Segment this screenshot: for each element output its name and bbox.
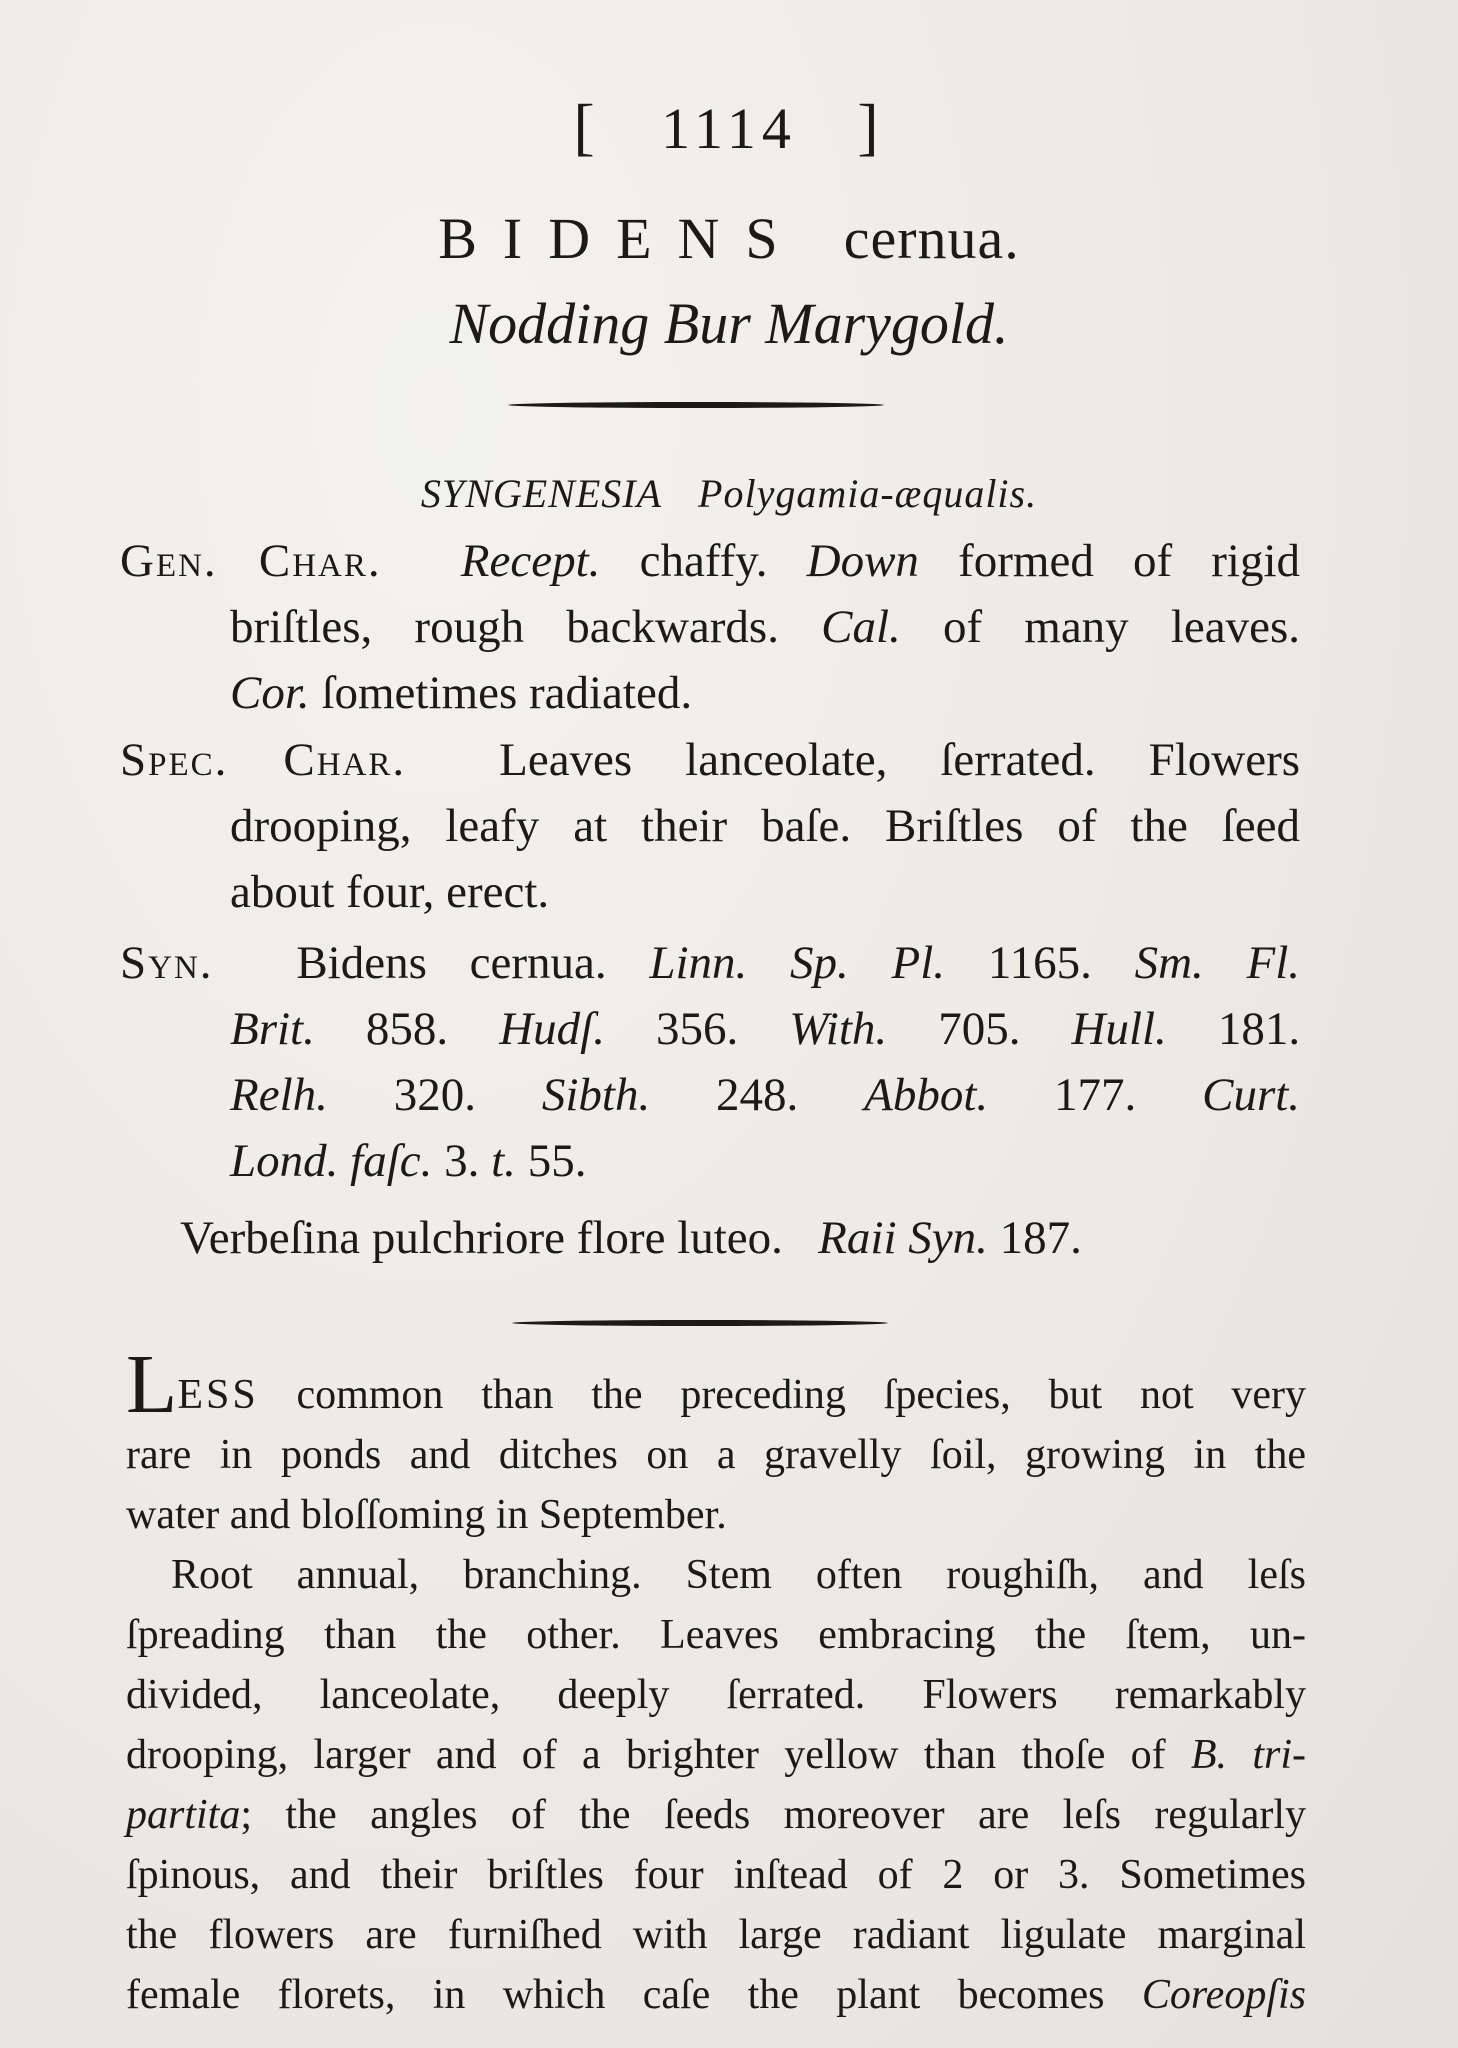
syn-text: 705. — [938, 1003, 1021, 1055]
syn-text: 3. — [444, 1135, 480, 1187]
body-line — [126, 1965, 1306, 2025]
gen-char-line-3 — [120, 660, 1300, 726]
specific-character — [120, 727, 1300, 925]
gen-char-text: Cal. — [821, 601, 901, 653]
species-name: cernua. — [843, 206, 1020, 271]
gen-char-text: chaffy. — [639, 535, 768, 587]
syn-text: With. — [789, 1003, 888, 1055]
bracket-close: ] — [857, 91, 885, 162]
page-number — [0, 90, 1458, 164]
syn-text: 55. — [527, 1135, 587, 1187]
spec-char-line-2: drooping, leafy at their baſe. Briſtles of the ſeed — [230, 800, 1300, 852]
syn-text: Hull. — [1071, 1003, 1167, 1055]
genus-name: BIDENS — [438, 206, 804, 271]
ornamental-rule-bottom — [512, 1320, 888, 1326]
body-text: Coreopſis — [1141, 1972, 1306, 2018]
syn-line-1 — [120, 930, 1300, 996]
spec-char-text: Leaves lanceolate, ſerrated. Flowers — [499, 734, 1301, 786]
spec-char-label: Spec. Char. — [120, 734, 407, 786]
body-line: ſpinous, and their briſtles four inſtead of 2 or 3. Sometimes — [126, 1852, 1306, 1898]
syn-text: 1165. — [987, 937, 1092, 989]
body-line: Root annual, branching. Stem often roughiſh, and leſs — [171, 1552, 1306, 1598]
gen-char-text: formed of rigid — [958, 535, 1301, 587]
body-line: water and bloſſoming in September. — [126, 1492, 727, 1538]
gen-char-line-1 — [120, 528, 1300, 594]
syn-text: Raii Syn. — [818, 1212, 988, 1264]
spec-char-line-1 — [120, 727, 1300, 793]
syn-text: Lond. faſc. — [230, 1135, 433, 1187]
gen-char-text: Recept. — [460, 535, 601, 587]
syn-text: Linn. Sp. Pl. — [649, 937, 946, 989]
syn-text: Bidens cernua. — [296, 937, 607, 989]
classification — [0, 470, 1458, 517]
syn-text: 320. — [393, 1069, 476, 1121]
body-text: ; the angles of the ſeeds moreover are leſs regularly — [240, 1792, 1306, 1838]
gen-char-text: Cor. — [230, 667, 310, 719]
body-line: rare in ponds and ditches on a gravelly ſoil, growing in the — [126, 1432, 1306, 1478]
body-line: divided, lanceolate, deeply ſerrated. Flowers remarkably — [126, 1672, 1306, 1718]
body-line — [126, 1725, 1306, 1785]
drop-cap: L — [126, 1338, 178, 1431]
ornamental-rule-top — [508, 402, 884, 408]
generic-character — [120, 528, 1300, 726]
gen-char-text: Down — [806, 535, 919, 587]
body-line — [126, 1338, 1306, 1431]
syn-text: Sibth. — [541, 1069, 651, 1121]
syn-text: Brit. — [230, 1003, 315, 1055]
syn-text: 177. — [1054, 1069, 1137, 1121]
body-text: female florets, in which caſe the plant becomes — [126, 1972, 1105, 2018]
bracket-open: [ — [573, 91, 601, 162]
body-line: ſpreading than the other. Leaves embracing the ſtem, un- — [126, 1612, 1306, 1658]
classification-class: SYNGENESIA — [420, 471, 663, 516]
body-text: common than the preceding ſpecies, but not very — [296, 1372, 1306, 1418]
syn-line-5 — [180, 1205, 1082, 1271]
body-text: ESS — [177, 1372, 259, 1418]
syn-text: Sm. Fl. — [1134, 937, 1301, 989]
body-text: drooping, larger and of a brighter yellow than thoſe of — [126, 1732, 1166, 1778]
syn-text: Curt. — [1202, 1069, 1301, 1121]
syn-text: 248. — [716, 1069, 799, 1121]
gen-char-line-2 — [120, 594, 1300, 660]
synonyms — [120, 930, 1300, 1194]
description-body — [126, 1338, 1307, 2025]
classification-order: Polygamia-æqualis. — [698, 471, 1038, 516]
gen-char-text: briſtles, rough backwards. — [230, 601, 779, 653]
syn-text: 356. — [655, 1003, 739, 1055]
syn-text: t. — [491, 1135, 516, 1187]
syn-text: 858. — [365, 1003, 449, 1055]
spec-char-line-3: about four, erect. — [230, 866, 550, 918]
syn-text: Relh. — [230, 1069, 328, 1121]
syn-text: Verbeſina pulchriore flore luteo. — [180, 1212, 783, 1264]
gen-char-text: ſometimes radiated. — [321, 667, 693, 719]
syn-text: 181. — [1217, 1003, 1301, 1055]
syn-label: Syn. — [120, 937, 214, 989]
syn-line-3 — [120, 1062, 1300, 1128]
body-text: partita — [126, 1792, 241, 1838]
syn-line-2 — [120, 996, 1300, 1062]
syn-text: Abbot. — [864, 1069, 989, 1121]
gen-char-text: of many leaves. — [942, 601, 1301, 653]
syn-text: Hudſ. — [499, 1003, 605, 1055]
body-text: B. tri- — [1190, 1732, 1307, 1778]
syn-line-4 — [120, 1128, 1300, 1194]
page-number-value: 1114 — [661, 96, 797, 161]
common-name: Nodding Bur Marygold. — [449, 291, 1009, 356]
species-title — [0, 205, 1458, 272]
gen-char-label: Gen. Char. — [120, 535, 382, 587]
syn-text: 187. — [999, 1212, 1082, 1264]
body-line: the flowers are furniſhed with large radiant ligulate marginal — [126, 1912, 1306, 1958]
body-line — [126, 1785, 1306, 1845]
